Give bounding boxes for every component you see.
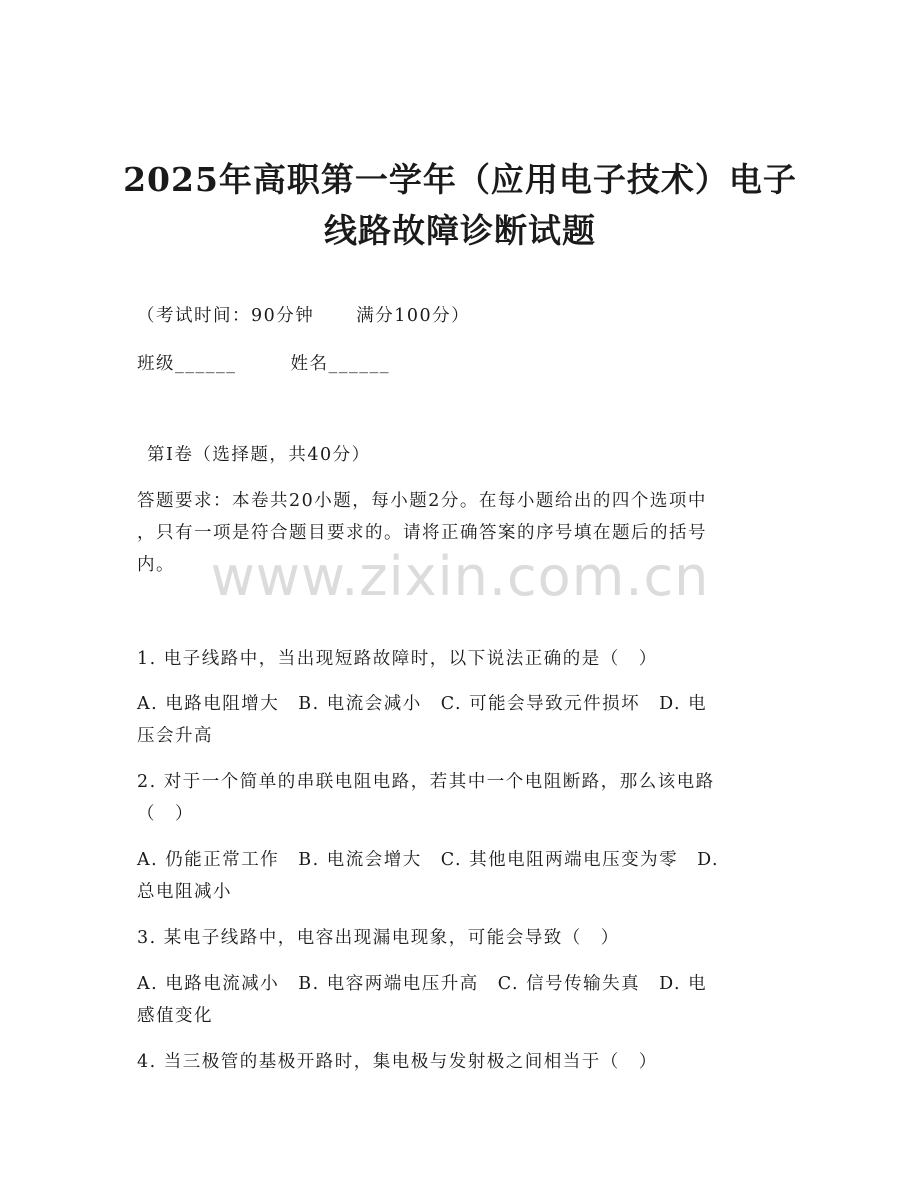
title-line-2: 线路故障诊断试题 [324, 211, 596, 250]
question-stem: 4. 当三极管的基极开路时，集电极与发射极之间相当于（ ） [137, 1052, 658, 1072]
question-stem: 1. 电子线路中，当出现短路故障时，以下说法正确的是（ ） [137, 649, 658, 669]
exam-score: 满分100分） [356, 306, 471, 326]
question-options: A. 仍能正常工作 B. 电流会增大 C. 其他电阻两端电压变为零 D. [137, 850, 720, 870]
question-options: A. 电路电阻增大 B. 电流会减小 C. 可能会导致元件损坏 D. 电 [137, 694, 708, 714]
student-fields [137, 350, 390, 375]
class-field: 班级______ [137, 354, 237, 374]
question-stem: 2. 对于一个简单的串联电阻电路，若其中一个电阻断路，那么该电路 [137, 772, 715, 792]
question-stem: 3. 某电子线路中，电容出现漏电现象，可能会导致（ ） [137, 928, 620, 948]
exam-info [137, 302, 470, 327]
name-field: 姓名______ [290, 354, 390, 374]
question-options: A. 电路电流减小 B. 电容两端电压升高 C. 信号传输失真 D. 电 [137, 974, 708, 994]
question-stem: （ ） [137, 804, 194, 824]
instructions-line: ，只有一项是符合题目要求的。请将正确答案的序号填在题后的括号 [137, 523, 707, 543]
question-options: 感值变化 [137, 1006, 213, 1026]
instructions-line: 答题要求：本卷共20小题，每小题2分。在每小题给出的四个选项中 [137, 491, 707, 511]
instructions-line: 内。 [137, 555, 175, 575]
question-options: 总电阻减小 [137, 882, 232, 902]
question-options: 压会升高 [137, 726, 213, 746]
exam-time: （考试时间：90分钟 [137, 306, 315, 326]
watermark: www.zixin.com.cn [210, 545, 710, 608]
section-heading: 第Ⅰ卷（选择题，共40分） [147, 445, 371, 465]
title-line-1: 2025年高职第一学年（应用电子技术）电子 [123, 160, 797, 199]
